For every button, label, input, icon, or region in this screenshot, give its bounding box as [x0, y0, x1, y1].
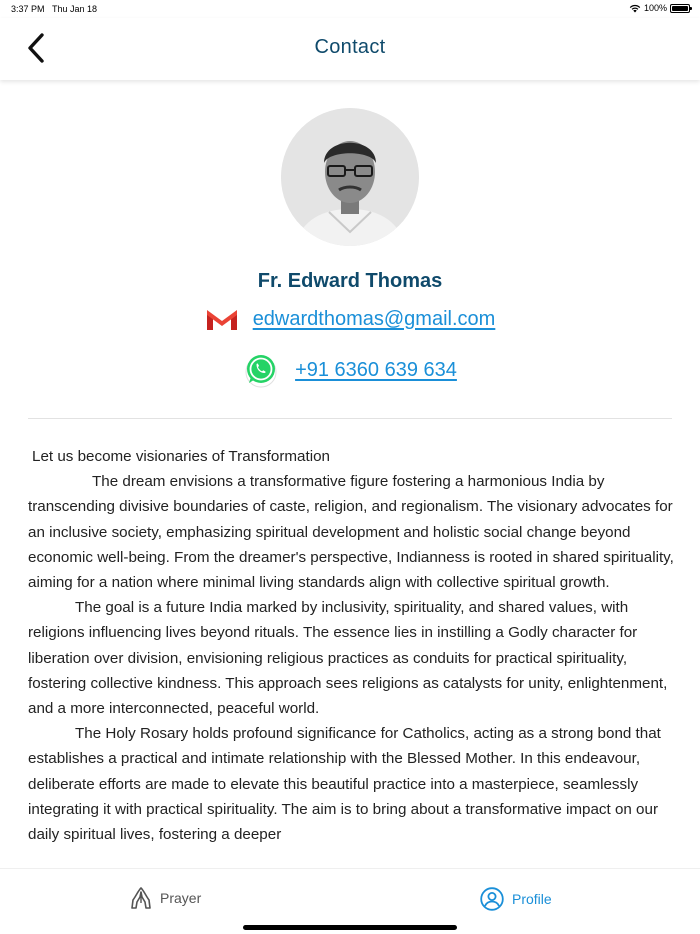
- email-row[interactable]: [0, 306, 700, 332]
- gmail-icon: [205, 306, 239, 332]
- user-circle-icon: [480, 887, 504, 911]
- status-right: [629, 3, 690, 13]
- tab-prayer[interactable]: [130, 887, 201, 909]
- about-paragraph: The goal is a future India marked by inclusivity, spirituality, and shared values, with religions influencing lives beyond rituals. The essence lies in instilling a Godly character for liberation over division, envisioning religious practices as conduits for practical spirituality, fostering collective kindness. This approach sees religions as catalysts for unity, enlightenment, and a more interconnected, peaceful world.: [28, 599, 668, 718]
- home-indicator: [243, 925, 457, 930]
- status-date: Thu Jan 18: [52, 4, 98, 14]
- about-heading: Let us become visionaries of Transformation: [32, 448, 330, 465]
- divider: [28, 418, 672, 419]
- tab-profile[interactable]: [480, 887, 552, 911]
- wifi-icon: [629, 4, 641, 13]
- tab-bar: [0, 868, 700, 934]
- battery-percent: 100%: [643, 3, 667, 13]
- about-text: [28, 444, 674, 847]
- battery-icon: [670, 4, 690, 13]
- whatsapp-icon: [243, 352, 279, 388]
- nav-bar: [0, 18, 700, 80]
- praying-hands-icon: [130, 887, 152, 909]
- tab-label: Profile: [512, 891, 552, 907]
- phone-link[interactable]: +91 6360 639 634: [295, 358, 457, 381]
- status-time: 3:37 PM: [11, 4, 45, 14]
- status-bar: [0, 0, 700, 18]
- phone-row[interactable]: [0, 352, 700, 388]
- page-title: Contact: [314, 36, 386, 58]
- email-link[interactable]: edwardthomas@gmail.com: [252, 307, 496, 330]
- about-paragraph: The dream envisions a transformative figure fostering a harmonious India by transcending divisive boundaries of caste, religion, and regionalism. The visionary advocates for an inclusive society, emphasizing spiritual development and holistic social change beyond economic well-being. From the dreamer's perspective, Indianness is rooted in shared spirituality, aiming for a nation where minimal living standards align with collective spiritual growth.: [28, 473, 674, 592]
- person-name: Fr. Edward Thomas: [257, 270, 443, 292]
- about-paragraph: The Holy Rosary holds profound significance for Catholics, acting as a strong bond that establishes a practical and intimate relationship with the Blessed Mother. In this endeavour, deliberate efforts are made to elevate this beautiful practice into a masterpiece, seamlessly integrating it with practical spirituality. The aim is to bring about a transformative impact on our daily spiritual lives, fostering a deeper: [28, 725, 661, 844]
- contact-content[interactable]: [0, 80, 700, 868]
- avatar: [281, 108, 419, 246]
- tab-label: Prayer: [160, 890, 202, 906]
